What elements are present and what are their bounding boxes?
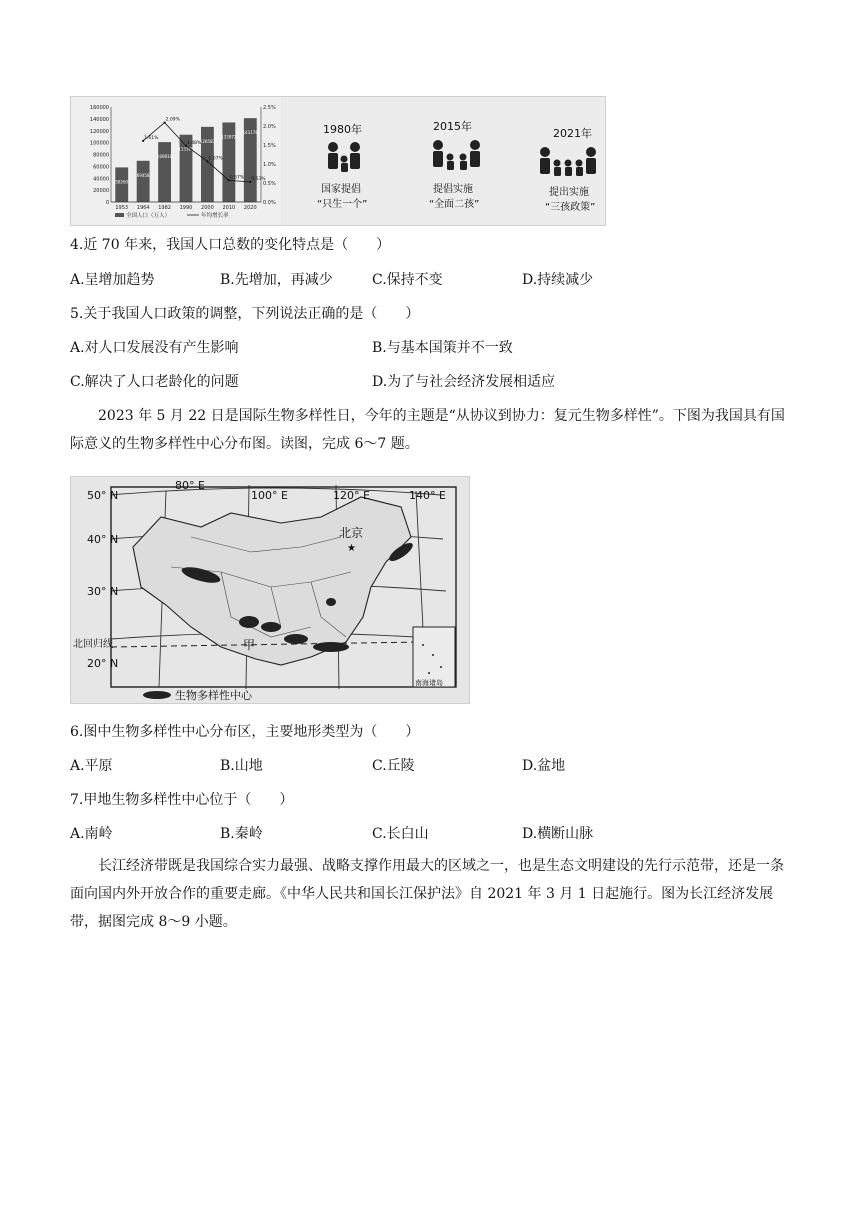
- x-tick-label: 1964: [136, 205, 150, 211]
- intro-yangtze: 长江经济带既是我国综合实力最强、战略支撑作用最大的区域之一，也是生态文明建设的先行示范带，还是一条面向国内外开放合作的重要走廊。《中华人民共和国长江保护法》自 2021 年 3 月 1 日起施行。图为长江经济发展带，据图完成 8～9 小题。: [70, 858, 784, 930]
- y-tick-left: 100000: [89, 140, 109, 147]
- population-bar-label: 113368: [178, 146, 194, 152]
- cartoon-caption-1980-a: 国家提倡: [321, 184, 361, 195]
- location-jia-label: 甲: [243, 638, 256, 652]
- policy-cartoons: [283, 97, 605, 225]
- q6-option-d[interactable]: D.盆地: [522, 758, 566, 774]
- lon-label-100: 100° E: [251, 489, 288, 502]
- population-bar-label: 133972: [221, 134, 237, 140]
- q7-option-d[interactable]: D.横断山脉: [522, 826, 594, 842]
- tropic-label: 北回归线: [73, 639, 113, 650]
- question-4-stem: 4.近 70 年来，我国人口总数的变化特点是（ ）: [70, 237, 391, 253]
- capital-label: 北京: [339, 526, 364, 540]
- growth-rate-label: 0.53%: [251, 176, 266, 182]
- map-legend-label: 生物多样性中心: [175, 689, 252, 702]
- cartoon-caption-2021-a: 提出实施: [549, 187, 589, 198]
- lat-label-50: 50° N: [87, 489, 119, 502]
- lon-label-120: 120° E: [333, 489, 370, 502]
- cartoon-2015: [429, 119, 480, 210]
- x-tick-label: 2010: [222, 205, 236, 211]
- cartoon-2021: [540, 126, 596, 213]
- population-figure: [70, 96, 606, 226]
- q4-option-b[interactable]: B.先增加，再减少: [220, 272, 333, 288]
- population-bar-label: 58260: [115, 179, 129, 185]
- y-tick-left: 120000: [89, 128, 109, 135]
- y-tick-left: 160000: [89, 105, 109, 111]
- question-7-stem: 7.甲地生物多样性中心位于（ ）: [70, 792, 294, 808]
- q6-option-c[interactable]: C.丘陵: [372, 758, 415, 774]
- y-tick-left: 60000: [93, 164, 109, 171]
- growth-rate-label: 1.48%: [187, 140, 202, 146]
- q4-option-d[interactable]: D.持续减少: [522, 272, 594, 288]
- inset-label: 南海诸岛: [415, 679, 443, 687]
- family-one-child-icon: [328, 142, 360, 172]
- q6-option-b[interactable]: B.山地: [220, 758, 263, 774]
- population-bar-label: 100818: [156, 154, 173, 160]
- population-bar-label: 141178: [242, 130, 258, 136]
- lat-label-40: 40° N: [87, 533, 119, 546]
- cartoon-caption-1980-b: “只生一个”: [317, 199, 368, 210]
- cartoon-year-2015: 2015年: [433, 120, 472, 133]
- q7-option-a[interactable]: A.南岭: [70, 826, 113, 842]
- question-5-stem: 5.关于我国人口政策的调整，下列说法正确的是（ ）: [70, 306, 420, 322]
- legend-bar-swatch: [115, 213, 124, 217]
- population-bar: [137, 161, 150, 202]
- y-tick-right: 2.0%: [263, 124, 276, 130]
- growth-rate-label: 1.61%: [144, 135, 159, 141]
- q5-option-a[interactable]: A.对人口发展没有产生影响: [70, 340, 239, 356]
- population-bar: [115, 167, 128, 202]
- y-tick-right: 0.5%: [263, 181, 276, 187]
- x-tick-label: 2020: [243, 205, 257, 211]
- y-tick-left: 140000: [89, 116, 109, 123]
- x-tick-label: 2000: [201, 205, 214, 211]
- q7-option-b[interactable]: B.秦岭: [220, 826, 263, 842]
- growth-rate-label: 2.09%: [165, 117, 180, 123]
- cartoon-caption-2015-b: “全面二孩”: [429, 199, 480, 210]
- lat-label-20: 20° N: [87, 657, 119, 670]
- cartoon-caption-2021-b: “三孩政策”: [545, 202, 596, 213]
- q5-option-c[interactable]: C.解决了人口老龄化的问题: [70, 374, 239, 390]
- lon-label-140: 140° E: [409, 489, 446, 502]
- y-tick-right: 1.0%: [263, 162, 276, 168]
- q4-option-a[interactable]: A.呈增加趋势: [70, 272, 155, 288]
- population-bar: [158, 142, 171, 202]
- q5-option-d[interactable]: D.为了与社会经济发展相适应: [372, 374, 556, 390]
- x-tick-label: 1953: [115, 205, 129, 211]
- cartoon-year-1980: 1980年: [323, 123, 362, 136]
- population-chart: [71, 97, 281, 225]
- cartoon-1980: [317, 122, 367, 210]
- q4-option-c[interactable]: C.保持不变: [372, 272, 443, 288]
- growth-rate-label: 1.07%: [208, 156, 223, 162]
- q7-option-c[interactable]: C.长白山: [372, 826, 429, 842]
- y-tick-left: 80000: [93, 152, 109, 159]
- intro-biodiversity: 2023 年 5 月 22 日是国际生物多样性日，今年的主题是“从协议到协力：复元生物多样性”。下图为我国具有国际意义的生物多样性中心分布图。读图，完成 6～7 题。: [70, 408, 785, 452]
- y-tick-left: 40000: [93, 176, 109, 183]
- legend-centre-swatch: [143, 691, 171, 699]
- y-tick-left: 0: [105, 200, 109, 206]
- growth-rate-label: 0.57%: [229, 175, 245, 181]
- cartoon-caption-2015-a: 提倡实施: [433, 184, 473, 195]
- lon-label-80: 80° E: [175, 479, 205, 492]
- capital-star-icon: ★: [347, 543, 356, 554]
- south-china-sea-inset: [413, 627, 455, 687]
- cartoon-year-2021: 2021年: [553, 127, 592, 140]
- q6-option-a[interactable]: A.平原: [70, 758, 113, 774]
- population-bar-label: 69458: [136, 172, 150, 178]
- y-tick-right: 2.5%: [263, 105, 276, 111]
- lat-label-30: 30° N: [87, 585, 119, 598]
- legend-population: 全国人口（万人）: [126, 213, 171, 219]
- biodiversity-map: [70, 476, 470, 704]
- x-tick-label: 1982: [158, 205, 171, 211]
- china-outline: [133, 497, 411, 665]
- y-tick-right: 1.5%: [263, 143, 276, 149]
- q5-option-b[interactable]: B.与基本国策并不一致: [372, 340, 513, 356]
- question-6-stem: 6.图中生物多样性中心分布区，主要地形类型为（ ）: [70, 724, 420, 740]
- population-bar-label: 126583: [199, 138, 216, 144]
- family-two-children-icon: [433, 140, 480, 170]
- y-tick-right: 0.0%: [263, 200, 276, 206]
- family-three-children-icon: [540, 147, 596, 176]
- legend-growth-rate: 年均增长率: [201, 213, 229, 219]
- x-tick-label: 1990: [179, 205, 193, 211]
- y-tick-left: 20000: [93, 188, 109, 195]
